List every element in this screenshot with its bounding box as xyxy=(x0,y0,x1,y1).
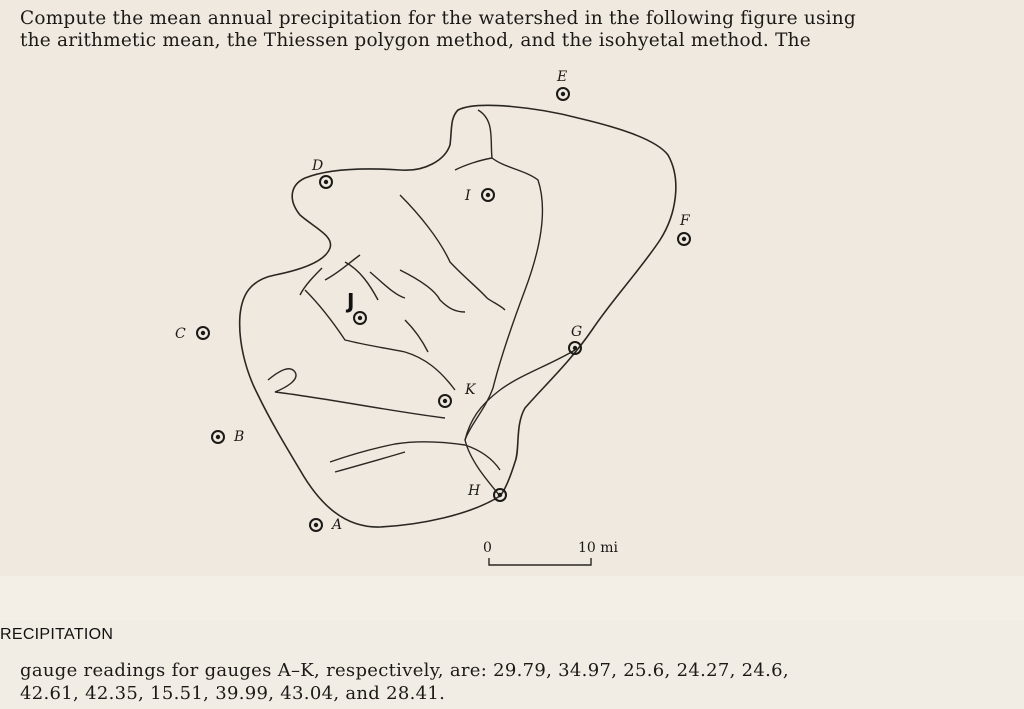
gauge-marker-dot xyxy=(682,237,686,241)
gauge-readings-line-1: gauge readings for gauges A–K, respectively, are: 29.79, 34.97, 25.6, 24.27, 24.6, xyxy=(20,660,789,681)
gauge-C xyxy=(175,326,209,342)
page-fold-band xyxy=(0,576,1024,620)
gauge-A xyxy=(310,517,342,533)
gauge-E xyxy=(556,69,569,100)
problem-intro-line-1: Compute the mean annual precipitation for the watershed in the following figure using xyxy=(20,8,856,29)
stream-tributary-northeast xyxy=(455,158,492,170)
stream-west-fork xyxy=(305,290,455,390)
scale-bar xyxy=(483,540,619,565)
gauge-K xyxy=(439,382,477,407)
gauge-label: D xyxy=(312,158,324,174)
gauge-J xyxy=(345,289,366,324)
gauge-label: F xyxy=(680,213,690,229)
gauge-label: A xyxy=(332,517,343,533)
gauge-label: K xyxy=(465,382,476,398)
gauge-label: C xyxy=(175,326,186,342)
scale-start-label: 0 xyxy=(483,540,492,556)
gauge-marker-dot xyxy=(216,435,220,439)
gauge-label: E xyxy=(557,69,568,85)
gauge-marker-dot xyxy=(573,346,577,350)
gauge-marker-dot xyxy=(486,193,490,197)
gauge-label: I xyxy=(465,188,471,204)
gauge-label: B xyxy=(234,429,245,445)
problem-intro-line-2: the arithmetic mean, the Thiessen polygon method, and the isohyetal method. The xyxy=(20,30,811,51)
stream-west-branch-1 xyxy=(300,268,322,295)
stream-west-branch-2 xyxy=(325,255,360,280)
gauge-marker-dot xyxy=(358,316,362,320)
gauge-G xyxy=(569,324,582,354)
stream-main-east xyxy=(465,110,542,440)
scale-end-label: 10 mi xyxy=(578,540,619,556)
gauge-marker-dot xyxy=(324,180,328,184)
gauge-marker-dot xyxy=(201,331,205,335)
gauge-label: H xyxy=(468,483,481,499)
gauge-label: G xyxy=(571,324,583,340)
gauge-readings-line-2: 42.61, 42.35, 15.51, 39.99, 43.04, and 28.41. xyxy=(20,683,446,704)
gauge-marker-dot xyxy=(498,493,502,497)
gauge-B xyxy=(212,429,244,445)
gauge-I xyxy=(464,188,494,204)
scale-bar-line xyxy=(489,558,591,565)
stream-central-2 xyxy=(405,320,428,352)
gauge-marker-dot xyxy=(561,92,565,96)
gauge-D xyxy=(311,158,332,188)
stream-east-fork xyxy=(465,445,500,470)
gauge-marker-dot xyxy=(314,523,318,527)
gauge-F xyxy=(678,213,691,245)
stream-south xyxy=(330,442,465,462)
gauge-H xyxy=(467,483,506,501)
stream-southwest xyxy=(268,369,445,418)
stream-central xyxy=(400,270,465,312)
stream-south-2 xyxy=(335,452,405,472)
stream-tributary-north xyxy=(400,195,505,310)
gauge-label: J xyxy=(347,289,355,313)
gauge-marker-dot xyxy=(443,399,447,403)
section-heading: RECIPITATION xyxy=(0,626,114,643)
